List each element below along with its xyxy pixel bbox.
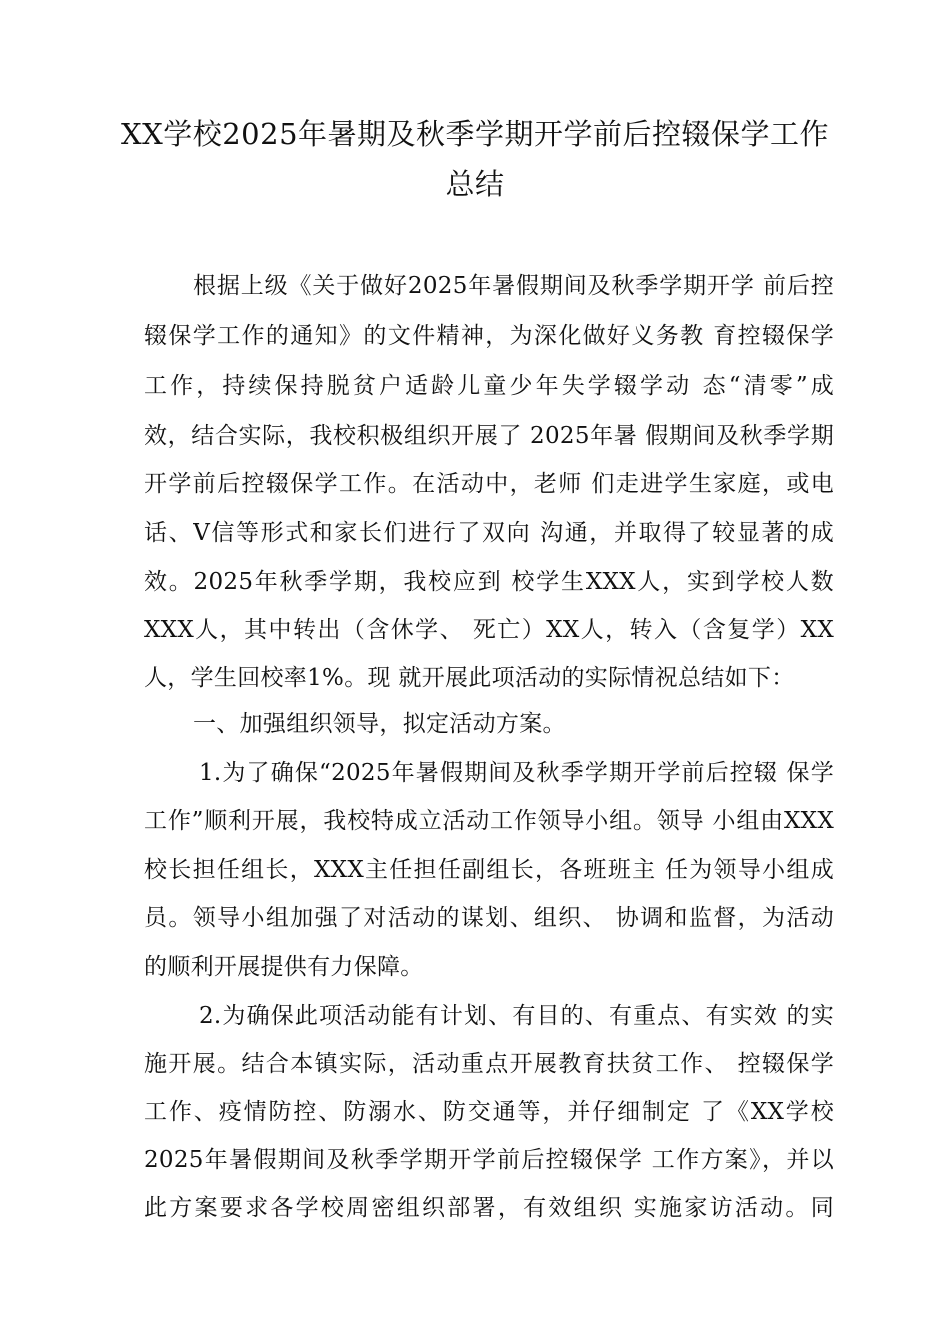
list-item-line: 员。领导小组加强了对活动的谋划、组织、 协调和监督，为活动 — [144, 905, 834, 931]
paragraph-line: 开学前后控辍保学工作。在活动中，老师 们走进学生家庭，或电 — [144, 471, 834, 497]
paragraph-line: 人，学生回校率1%。现 就开展此项活动的实际情祝总结如下： — [144, 665, 795, 691]
list-item-line: 工作、疫情防控、防溺水、防交通等，并仔细制定 了《XX学校 — [144, 1099, 834, 1125]
paragraph-line: 辍保学工作的通知》的文件精神，为深化做好义务教 育控辍保学 — [144, 323, 834, 349]
document-title-continued: 总结 — [445, 167, 505, 201]
list-item-line: 2.为确保此项活动能有计划、有目的、有重点、有实效 的实 — [199, 1003, 834, 1029]
paragraph-line: 工作，持续保持脱贫户适龄儿童少年失学辍学动 态“清零”成 — [144, 373, 834, 399]
list-item-line: 的顺利开展提供有力保障。 — [144, 954, 424, 980]
list-item-line: 施开展。结合本镇实际，活动重点开展教育扶贫工作、 控辍保学 — [144, 1051, 834, 1077]
document-title: XX学校2025年暑期及秋季学期开学前后控辍保学工作 — [120, 117, 830, 151]
paragraph-line: 根据上级《关于做好2025年暑假期间及秋季学期开学 前后控 — [193, 273, 834, 299]
section-heading: 一、加强组织领导，拟定活动方案。 — [193, 711, 566, 737]
list-item-line: 工作”顺利开展，我校特成立活动工作领导小组。领导 小组由XXX — [144, 808, 834, 834]
list-item-line: 校长担任组长，XXX主任担任副组长，各班班主 任为领导小组成 — [144, 857, 834, 883]
list-item-line: 1.为了确保“2025年暑假期间及秋季学期开学前后控辍 保学 — [199, 760, 834, 786]
paragraph-line: 话、V信等形式和家长们进行了双向 沟通，并取得了较显著的成 — [144, 520, 834, 546]
paragraph-line: 效，结合实际，我校积极组织开展了 2025年暑 假期间及秋季学期 — [144, 423, 834, 449]
paragraph-line: 效。2025年秋季学期，我校应到 校学生XXX人，实到学校人数 — [144, 569, 834, 595]
list-item-line: 此方案要求各学校周密组织部署，有效组织 实施家访活动。同 — [144, 1195, 834, 1221]
paragraph-line: XXX人，其中转出（含休学、 死亡）XX人，转入（含复学）XX — [144, 617, 834, 643]
list-item-line: 2025年暑假期间及秋季学期开学前后控辍保学 工作方案》，并以 — [144, 1147, 834, 1173]
